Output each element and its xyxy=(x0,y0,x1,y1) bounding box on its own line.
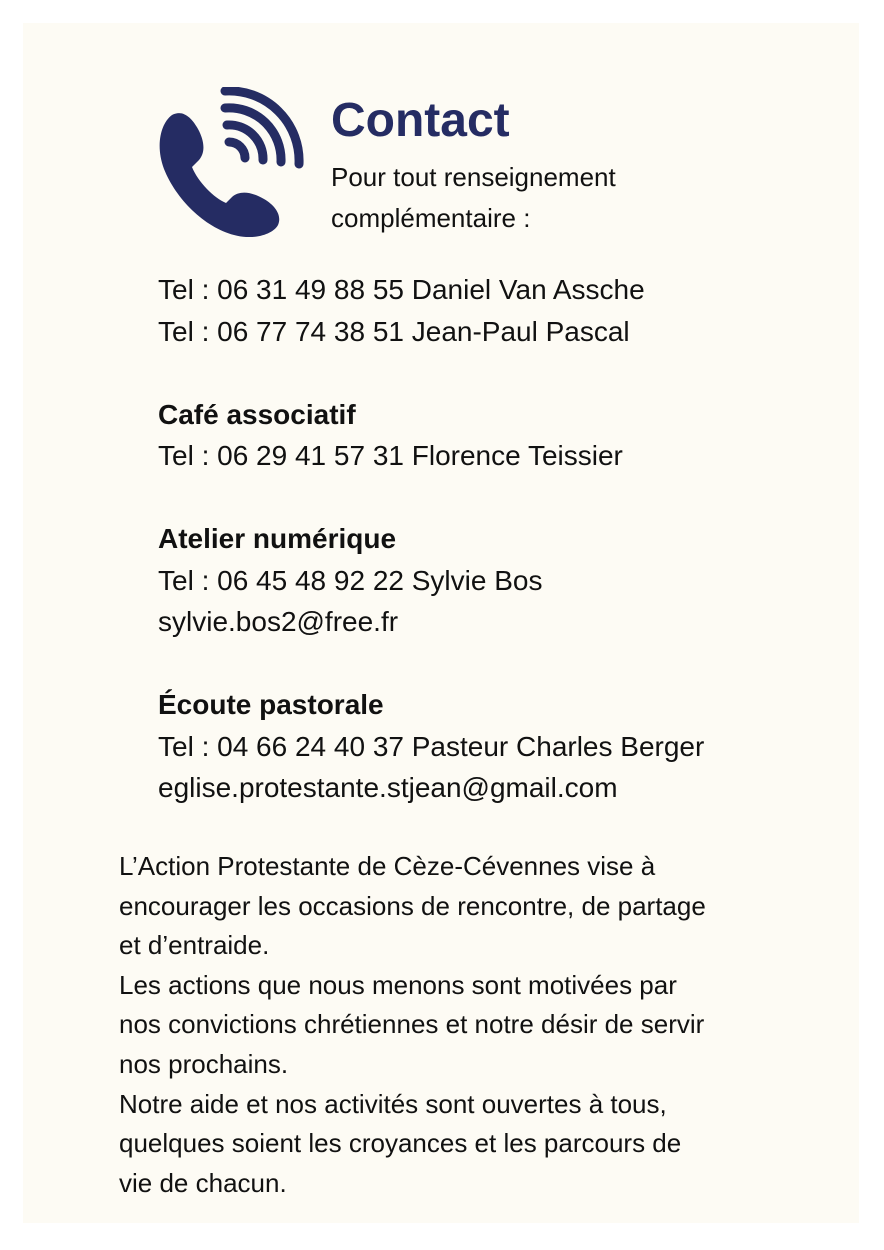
contact-list xyxy=(158,269,838,809)
spacer xyxy=(158,643,838,685)
phone-line-daniel: Tel : 06 31 49 88 55 Daniel Van Assche xyxy=(158,274,645,305)
subtitle-line: Pour tout renseignement xyxy=(331,162,616,192)
phone-icon xyxy=(156,87,306,237)
paragraph-line: encourager les occasions de rencontre, de partage xyxy=(119,890,706,921)
subtitle xyxy=(331,157,711,239)
spacer xyxy=(158,352,838,394)
paragraph-line: Les actions que nous menons sont motivées par xyxy=(119,969,677,1000)
contact-page xyxy=(23,23,859,1223)
email-eglise[interactable]: eglise.protestante.stjean@gmail.com xyxy=(158,772,618,803)
paragraph-line: nos prochains. xyxy=(119,1048,289,1079)
section-heading-cafe: Café associatif xyxy=(158,398,356,430)
page-title: Contact xyxy=(331,94,510,147)
paragraph-line: quelques soient les croyances et les parcours de xyxy=(119,1128,682,1159)
phone-line-sylvie: Tel : 06 45 48 92 22 Sylvie Bos xyxy=(158,564,543,596)
email-sylvie[interactable]: sylvie.bos2@free.fr xyxy=(158,606,399,637)
paragraph-line: L’Action Protestante de Cèze-Cévennes vise à xyxy=(119,851,656,881)
phone-line-charles: Tel : 04 66 24 40 37 Pasteur Charles Berger xyxy=(158,730,705,762)
phone-line-jean-paul: Tel : 06 77 74 38 51 Jean-Paul Pascal xyxy=(158,315,630,347)
phone-line-florence: Tel : 06 29 41 57 31 Florence Teissier xyxy=(158,440,623,471)
paragraph-line: vie de chacun. xyxy=(119,1167,287,1198)
paragraph-line: nos convictions chrétiennes et notre désir de servir xyxy=(119,1009,705,1040)
paragraph-line: et d’entraide. xyxy=(119,930,270,961)
spacer xyxy=(158,477,838,519)
subtitle-line: complémentaire : xyxy=(331,203,531,233)
section-heading-ecoute: Écoute pastorale xyxy=(158,689,384,720)
paragraph-line: Notre aide et nos activités sont ouvertes à tous, xyxy=(119,1088,667,1119)
section-heading-atelier: Atelier numérique xyxy=(158,523,397,554)
mission-paragraph xyxy=(119,847,779,1203)
